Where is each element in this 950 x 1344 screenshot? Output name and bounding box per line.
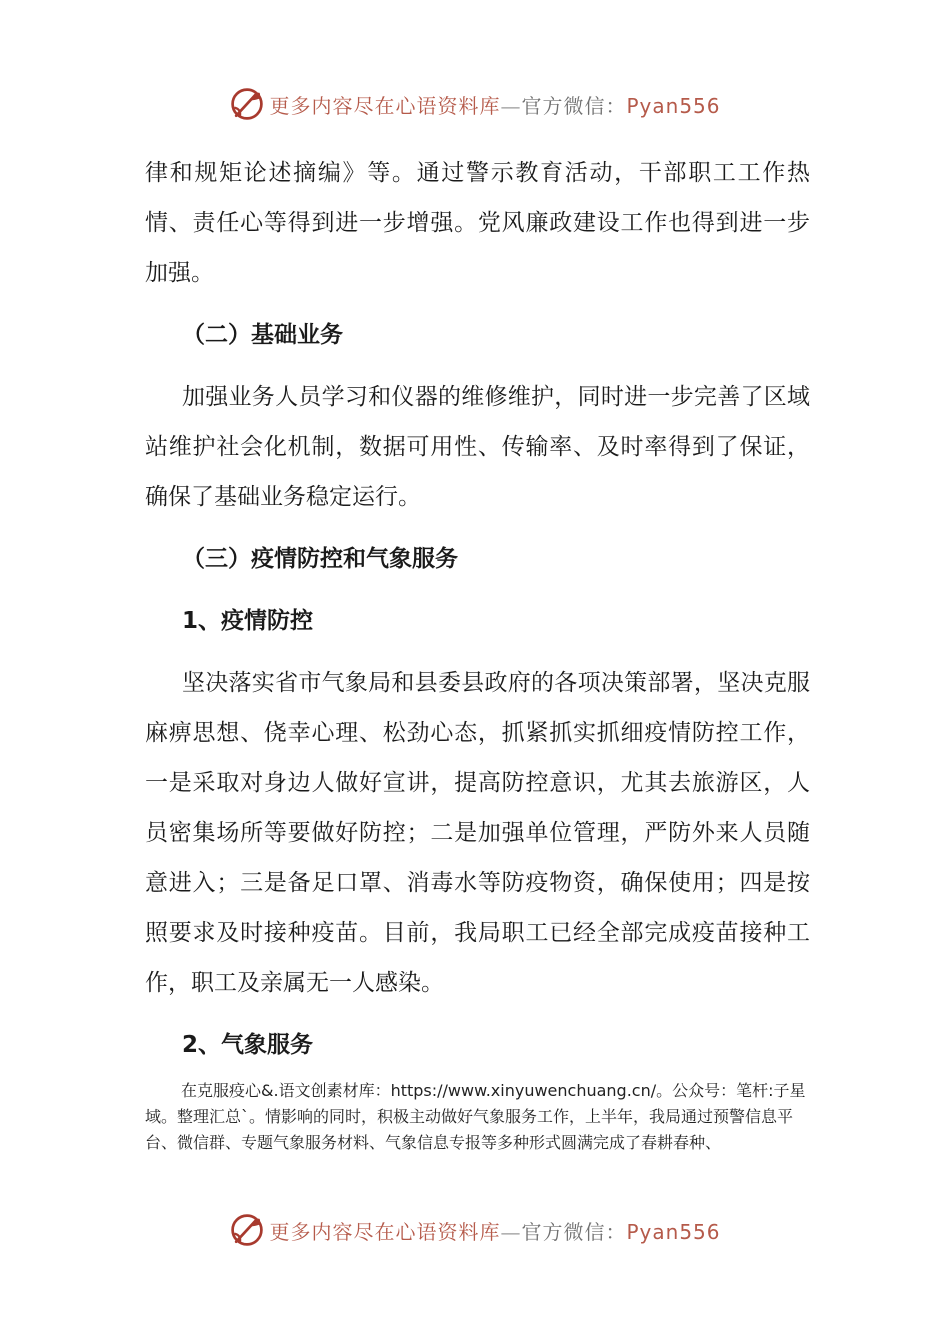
banner-dash: — [500,93,522,118]
banner-wechat-label: 官方微信： [521,93,627,118]
banner-dash: — [500,1219,522,1244]
banner-wechat-id: Pyan556 [626,93,721,118]
paragraph-discipline: 律和规矩论述摘编》等。通过警示教育活动，干部职工工作热情、责任心等得到进一步增强。党风廉政建设工作也得到进一步加强。 [145,160,810,286]
banner-text [269,90,720,119]
banner-site-text: 更多内容尽在心语资料库 [269,93,501,118]
quill-logo-icon [229,86,265,122]
heading-basic-business: （二）基础业务 [182,322,343,348]
heading-epidemic-weather: （三）疫情防控和气象服务 [182,546,458,572]
banner-wechat-label: 官方微信： [521,1219,627,1244]
document-body [145,148,810,1156]
paragraph-epidemic-control: 坚决落实省市气象局和县委县政府的各项决策部署，坚决克服麻痹思想、侥幸心理、松劲心态，抓紧抓实抓细疫情防控工作，一是采取对身边人做好宣讲，提高防控意识，尤其去旅游区，人员密集场所等要做好防控；二是加强单位管理，严防外来人员随意进入；三是备足口罩、消毒水等防疫物资，确保使用；四是按照要求及时接种疫苗。目前，我局职工已经全部完成疫苗接种工作，职工及亲属无一人感染。 [145,670,810,996]
banner-site-text: 更多内容尽在心语资料库 [269,1219,501,1244]
paragraph-weather-service: 在克服疫心&.语文创素材库：https://www.xinyuwenchuang.cn/。公众号：笔杆:子星域。整理汇总`。情影响的同时，积极主动做好气象服务工作，上半年，我局通过预警信息平台、微信群、专题气象服务材料、气象信息专报等多种形式圆满完成了春耕春种、 [145,1081,806,1152]
footer-watermark-banner [0,1208,950,1252]
banner-text [269,1216,720,1245]
banner-wechat-id: Pyan556 [626,1219,721,1244]
heading-weather-service: 2、气象服务 [182,1032,314,1058]
quill-logo-icon [229,1212,265,1248]
header-watermark-banner [0,82,950,126]
paragraph-basic-business: 加强业务人员学习和仪器的维修维护，同时进一步完善了区域站维护社会化机制，数据可用性、传输率、及时率得到了保证，确保了基础业务稳定运行。 [145,384,810,510]
heading-epidemic-control: 1、疫情防控 [182,608,314,634]
